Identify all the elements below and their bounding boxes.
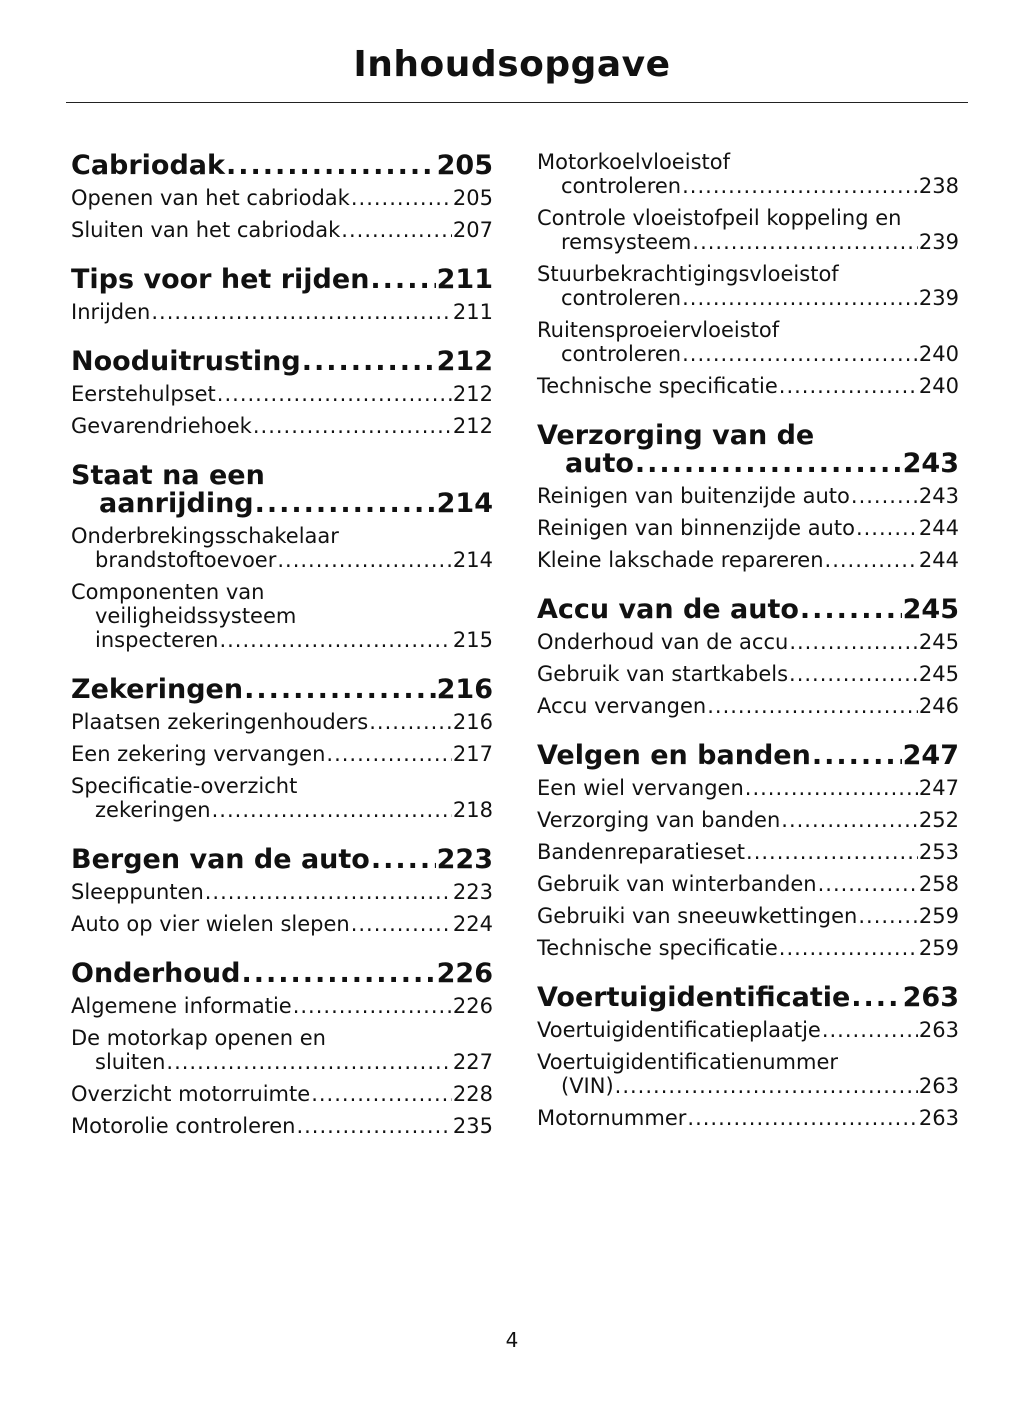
toc-entry xyxy=(537,262,959,310)
toc-entry-page-number: 263 xyxy=(918,1106,959,1130)
toc-entry-page-number: 247 xyxy=(918,776,959,800)
toc-entry-text: Openen van het cabriodak xyxy=(71,186,350,210)
toc-entry-leader-dots xyxy=(253,414,452,438)
toc-entry-text: Voertuigidentificatienummer xyxy=(537,1050,839,1074)
toc-entry xyxy=(537,1018,959,1042)
section-heading-text: Zekeringen xyxy=(71,674,244,705)
toc-entry-text: Sleeppunten xyxy=(71,880,204,904)
toc-entry-text: Algemene informatie xyxy=(71,994,292,1018)
toc-entry-text: Auto op vier wielen slepen xyxy=(71,912,350,936)
toc-entry-line xyxy=(71,1082,493,1106)
toc-entry-page-number: 228 xyxy=(452,1082,493,1106)
toc-entry-text: Controle vloeistofpeil koppeling en xyxy=(537,206,902,230)
toc-entry-leader-dots xyxy=(779,936,918,960)
toc-entry-leader-dots xyxy=(746,840,918,864)
toc-entry-leader-dots xyxy=(692,230,918,254)
toc-section xyxy=(537,982,959,1130)
toc-entry-text: remsysteem xyxy=(561,230,692,254)
toc-entry-leader-dots xyxy=(745,776,918,800)
toc-entry-text: Stuurbekrachtigingsvloeistof xyxy=(537,262,839,286)
toc-entry-text: Eerstehulpset xyxy=(71,382,216,406)
toc-entry-text: inspecteren xyxy=(95,628,219,652)
toc-entry-leader-dots xyxy=(856,516,918,540)
toc-entry-leader-dots xyxy=(351,912,452,936)
toc-entry-line xyxy=(537,548,959,572)
toc-section xyxy=(71,460,493,652)
toc-section xyxy=(71,264,493,324)
toc-entry-leader-dots xyxy=(205,880,452,904)
toc-section xyxy=(71,150,493,242)
toc-entry-page-number: 243 xyxy=(918,484,959,508)
toc-section xyxy=(71,958,493,1138)
toc-entry-line xyxy=(71,186,493,210)
toc-entry-line xyxy=(537,936,959,960)
toc-entry-line xyxy=(537,174,959,198)
toc-entry-page-number: 244 xyxy=(918,516,959,540)
toc-entry xyxy=(71,774,493,822)
toc-entry-page-number: 263 xyxy=(918,1074,959,1098)
toc-entry-page-number: 212 xyxy=(452,382,493,406)
section-heading xyxy=(71,674,493,704)
toc-entry-page-number: 223 xyxy=(452,880,493,904)
toc-entry-line xyxy=(537,484,959,508)
section-heading-text: aanrijding xyxy=(99,488,254,519)
toc-entry-page-number: 244 xyxy=(918,548,959,572)
section-heading-leader-dots xyxy=(244,676,436,704)
toc-entry-text: Technische specificatie xyxy=(537,374,778,398)
toc-entry-text: Specificatie-overzicht xyxy=(71,774,298,798)
toc-entry-page-number: 211 xyxy=(452,300,493,324)
toc-entry xyxy=(537,630,959,654)
toc-entry xyxy=(537,516,959,540)
toc-entry-line xyxy=(537,516,959,540)
toc-entry-leader-dots xyxy=(277,548,452,572)
toc-entry-leader-dots xyxy=(351,186,452,210)
section-heading-leader-dots xyxy=(635,450,902,478)
toc-entry xyxy=(537,808,959,832)
toc-entry xyxy=(537,206,959,254)
section-heading-text: Tips voor het rijden xyxy=(71,264,370,295)
toc-entry xyxy=(71,218,493,242)
toc-entry-line xyxy=(71,382,493,406)
toc-entry xyxy=(71,912,493,936)
section-heading-leader-dots xyxy=(302,348,436,376)
toc-entry-text: veiligheidssysteem xyxy=(95,604,297,628)
toc-entry-page-number: 218 xyxy=(452,798,493,822)
toc-entry-line xyxy=(537,776,959,800)
section-heading-line xyxy=(71,490,493,518)
toc-entry xyxy=(71,524,493,572)
section-heading xyxy=(71,958,493,988)
toc-entry xyxy=(537,150,959,198)
toc-entry xyxy=(537,872,959,896)
toc-entry-line xyxy=(71,218,493,242)
toc-section xyxy=(537,420,959,572)
section-heading-text: Bergen van de auto xyxy=(71,844,370,875)
toc-entry xyxy=(71,742,493,766)
section-heading-page-number: 212 xyxy=(436,346,493,377)
toc-entry-leader-dots xyxy=(217,382,452,406)
section-heading-text: Verzorging van de xyxy=(537,420,815,451)
section-heading-page-number: 214 xyxy=(436,488,493,519)
toc-entry-text: Een zekering vervangen xyxy=(71,742,326,766)
toc-entry-page-number: 216 xyxy=(452,710,493,734)
section-heading xyxy=(537,594,959,624)
section-heading-leader-dots xyxy=(255,490,436,518)
toc-entry-line xyxy=(537,286,959,310)
section-heading-text: Voertuigidentificatie xyxy=(537,982,851,1013)
toc-entry-text: Onderbrekingsschakelaar xyxy=(71,524,339,548)
toc-entry xyxy=(71,1082,493,1106)
toc-entry-page-number: 239 xyxy=(918,286,959,310)
toc-entry-line xyxy=(71,912,493,936)
toc-section xyxy=(537,594,959,718)
toc-entry-leader-dots xyxy=(212,798,452,822)
toc-entry-page-number: 227 xyxy=(452,1050,493,1074)
toc-entry-page-number: 226 xyxy=(452,994,493,1018)
toc-entry xyxy=(71,994,493,1018)
section-heading-leader-dots xyxy=(800,596,902,624)
toc-entry-leader-dots xyxy=(219,628,451,652)
toc-entry-leader-dots xyxy=(789,662,918,686)
toc-entry-page-number: 246 xyxy=(918,694,959,718)
toc-entry-text: brandstoftoevoer xyxy=(95,548,277,572)
toc-entry-line xyxy=(71,548,493,572)
toc-entry-leader-dots xyxy=(707,694,918,718)
toc-entry-page-number: 252 xyxy=(918,808,959,832)
toc-entry-line xyxy=(537,1018,959,1042)
toc-entry-page-number: 214 xyxy=(452,548,493,572)
toc-entry-text: Inrijden xyxy=(71,300,151,324)
toc-entry-line xyxy=(537,230,959,254)
toc-entry-text: zekeringen xyxy=(95,798,211,822)
toc-entry-page-number: 263 xyxy=(918,1018,959,1042)
section-heading-text: Velgen en banden xyxy=(537,740,811,771)
toc-entry-leader-dots xyxy=(822,1018,918,1042)
section-heading xyxy=(71,264,493,294)
section-heading-line xyxy=(537,450,959,478)
section-heading-leader-dots xyxy=(851,984,901,1012)
toc-section xyxy=(71,346,493,438)
toc-entry-text: Overzicht motorruimte xyxy=(71,1082,311,1106)
toc-entry-page-number: 240 xyxy=(918,374,959,398)
toc-entry-line xyxy=(71,300,493,324)
toc-entry-leader-dots xyxy=(615,1074,918,1098)
section-heading-page-number: 243 xyxy=(902,448,959,479)
toc-entry xyxy=(71,880,493,904)
toc-entry xyxy=(71,300,493,324)
toc-entry-text: Verzorging van banden xyxy=(537,808,781,832)
section-heading-leader-dots xyxy=(371,846,436,874)
section-heading-text: Onderhoud xyxy=(71,958,241,989)
toc-entry-leader-dots xyxy=(166,1050,452,1074)
toc-entry-leader-dots xyxy=(311,1082,452,1106)
toc-entry-text: Voertuigidentificatieplaatje xyxy=(537,1018,821,1042)
toc-entry-text: Technische specificatie xyxy=(537,936,778,960)
toc-entry-line xyxy=(537,872,959,896)
section-heading xyxy=(71,844,493,874)
toc-entry xyxy=(537,1106,959,1130)
toc-entry-leader-dots xyxy=(789,630,918,654)
toc-entry-line xyxy=(537,342,959,366)
toc-entry-page-number: 212 xyxy=(452,414,493,438)
toc-entry-text: Accu vervangen xyxy=(537,694,707,718)
toc-entry-text: Bandenreparatieset xyxy=(537,840,746,864)
toc-entry xyxy=(71,710,493,734)
page-title: Inhoudsopgave xyxy=(353,44,671,85)
toc-entry-line xyxy=(537,374,959,398)
toc-entry-text: Gebruik van winterbanden xyxy=(537,872,817,896)
toc-entry xyxy=(537,904,959,928)
toc-entry-leader-dots xyxy=(779,374,918,398)
toc-entry-line xyxy=(71,710,493,734)
toc-column-left xyxy=(71,150,493,1160)
toc-entry-text: De motorkap openen en xyxy=(71,1026,326,1050)
toc-entry-page-number: 258 xyxy=(918,872,959,896)
toc-entry-line xyxy=(71,742,493,766)
section-heading xyxy=(537,982,959,1012)
toc-entry-page-number: 238 xyxy=(918,174,959,198)
toc-entry-text: Ruitensproeiervloeistof xyxy=(537,318,780,342)
toc-entry xyxy=(71,414,493,438)
section-heading-text: Nooduitrusting xyxy=(71,346,301,377)
toc-column-right xyxy=(537,150,959,1152)
toc-entry-line xyxy=(537,694,959,718)
toc-entry-text: Onderhoud van de accu xyxy=(537,630,789,654)
toc-entry-text: Motorolie controleren xyxy=(71,1114,296,1138)
toc-entry-page-number: 205 xyxy=(452,186,493,210)
toc-entry-text: sluiten xyxy=(95,1050,166,1074)
toc-entry xyxy=(71,1026,493,1074)
toc-entry-leader-dots xyxy=(687,1106,918,1130)
toc-entry-text: Reinigen van buitenzijde auto xyxy=(537,484,850,508)
toc-entry-leader-dots xyxy=(818,872,918,896)
toc-entry-text: controleren xyxy=(561,286,682,310)
toc-entry-text: Motorkoelvloeistof xyxy=(537,150,730,174)
toc-entry-page-number: 235 xyxy=(452,1114,493,1138)
toc-entry-page-number: 259 xyxy=(918,904,959,928)
toc-entry-line xyxy=(71,798,493,822)
toc-entry-text: Een wiel vervangen xyxy=(537,776,744,800)
toc-entry-text: Plaatsen zekeringenhouders xyxy=(71,710,369,734)
toc-entry-page-number: 239 xyxy=(918,230,959,254)
section-heading-page-number: 211 xyxy=(436,264,493,295)
toc-entry-line xyxy=(537,662,959,686)
section-heading-leader-dots xyxy=(370,266,435,294)
toc-entry-line xyxy=(537,808,959,832)
section-heading-page-number: 245 xyxy=(902,594,959,625)
toc-entry-line xyxy=(71,628,493,652)
toc-entry-page-number: 207 xyxy=(452,218,493,242)
section-heading-text: Accu van de auto xyxy=(537,594,799,625)
section-heading-page-number: 247 xyxy=(902,740,959,771)
toc-entry-leader-dots xyxy=(296,1114,451,1138)
toc-section xyxy=(537,740,959,960)
toc-entry-leader-dots xyxy=(682,174,918,198)
toc-entry-page-number: 240 xyxy=(918,342,959,366)
toc-entry xyxy=(537,548,959,572)
toc-entry xyxy=(537,694,959,718)
toc-entry-line xyxy=(537,1074,959,1098)
toc-entry-text: controleren xyxy=(561,174,682,198)
toc-section xyxy=(537,150,959,398)
toc-entry-text: Motornummer xyxy=(537,1106,687,1130)
toc-entry-text: Gevarendriehoek xyxy=(71,414,252,438)
toc-entry-line xyxy=(71,1050,493,1074)
section-heading xyxy=(71,346,493,376)
toc-entry-text: Gebruik van startkabels xyxy=(537,662,789,686)
toc-entry xyxy=(537,776,959,800)
toc-entry xyxy=(537,484,959,508)
toc-entry xyxy=(537,840,959,864)
section-heading-text: Cabriodak xyxy=(71,150,225,181)
toc-entry xyxy=(537,936,959,960)
toc-entry-page-number: 259 xyxy=(918,936,959,960)
section-heading-leader-dots xyxy=(241,960,435,988)
toc-entry-line xyxy=(71,880,493,904)
section-heading-page-number: 263 xyxy=(902,982,959,1013)
section-heading xyxy=(537,740,959,770)
toc-entry-text: Sluiten van het cabriodak xyxy=(71,218,341,242)
toc-entry-page-number: 253 xyxy=(918,840,959,864)
toc-entry-line xyxy=(71,994,493,1018)
toc-entry-leader-dots xyxy=(858,904,918,928)
section-heading xyxy=(71,460,493,518)
section-heading xyxy=(71,150,493,180)
toc-section xyxy=(71,674,493,822)
toc-entry xyxy=(71,186,493,210)
section-heading-leader-dots xyxy=(226,152,436,180)
toc-entry-page-number: 245 xyxy=(918,662,959,686)
section-heading-page-number: 205 xyxy=(436,150,493,181)
toc-entry-leader-dots xyxy=(293,994,452,1018)
toc-entry-leader-dots xyxy=(851,484,918,508)
section-heading-page-number: 226 xyxy=(436,958,493,989)
section-heading xyxy=(537,420,959,478)
toc-entry xyxy=(71,1114,493,1138)
toc-entry-line xyxy=(71,1114,493,1138)
toc-entry-page-number: 245 xyxy=(918,630,959,654)
page-number: 4 xyxy=(505,1328,519,1352)
toc-entry-leader-dots xyxy=(825,548,918,572)
toc-entry-page-number: 224 xyxy=(452,912,493,936)
toc-entry-leader-dots xyxy=(151,300,452,324)
toc-entry-text: (VIN) xyxy=(561,1074,614,1098)
toc-entry-page-number: 215 xyxy=(452,628,493,652)
toc-entry xyxy=(537,1050,959,1098)
title-divider xyxy=(66,102,968,103)
toc-section xyxy=(71,844,493,936)
toc-entry-line xyxy=(537,904,959,928)
section-heading-page-number: 216 xyxy=(436,674,493,705)
toc-entry-text: Reinigen van binnenzijde auto xyxy=(537,516,855,540)
toc-entry-leader-dots xyxy=(341,218,452,242)
toc-entry-line xyxy=(537,840,959,864)
toc-entry xyxy=(71,580,493,652)
toc-entry-text: Componenten van xyxy=(71,580,265,604)
toc-entry xyxy=(537,374,959,398)
toc-entry-text: Gebruiki van sneeuwkettingen xyxy=(537,904,858,928)
toc-entry-line xyxy=(71,414,493,438)
toc-entry-text: Kleine lakschade repareren xyxy=(537,548,824,572)
toc-entry-text: controleren xyxy=(561,342,682,366)
toc-entry-leader-dots xyxy=(326,742,452,766)
toc-entry-leader-dots xyxy=(682,342,918,366)
section-heading-text: Staat na een xyxy=(71,460,265,491)
toc-entry-page-number: 217 xyxy=(452,742,493,766)
toc-entry xyxy=(537,662,959,686)
toc-entry-leader-dots xyxy=(369,710,452,734)
toc-entry xyxy=(537,318,959,366)
toc-entry-line xyxy=(537,1106,959,1130)
toc-entry-leader-dots xyxy=(781,808,918,832)
section-heading-leader-dots xyxy=(812,742,902,770)
toc-entry xyxy=(71,382,493,406)
toc-entry-line xyxy=(537,630,959,654)
section-heading-page-number: 223 xyxy=(436,844,493,875)
section-heading-text: auto xyxy=(565,448,634,479)
toc-entry-leader-dots xyxy=(682,286,918,310)
